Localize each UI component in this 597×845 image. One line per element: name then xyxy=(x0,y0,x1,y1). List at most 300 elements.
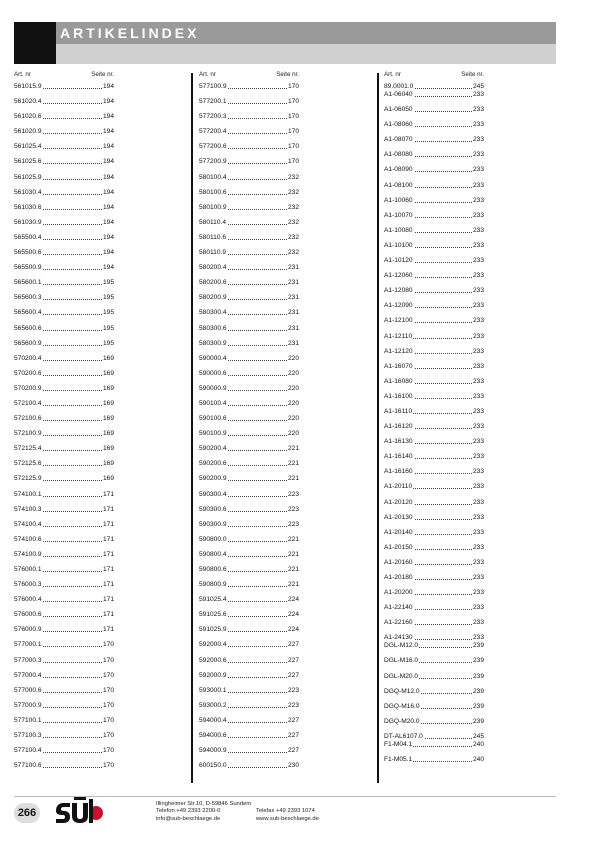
page-reference: 220 xyxy=(287,384,299,392)
index-row xyxy=(14,82,114,97)
page-reference: 195 xyxy=(102,309,114,317)
page-reference: 171 xyxy=(102,566,114,573)
article-number: 591025.6 xyxy=(199,611,227,619)
article-number: DT-AL6107.0 xyxy=(384,732,423,740)
article-number: 561015.9 xyxy=(14,83,42,90)
page-reference: 223 xyxy=(287,490,299,498)
page-reference: 231 xyxy=(287,339,299,347)
page-reference: 194 xyxy=(102,203,114,211)
article-number: 580200.6 xyxy=(199,279,227,287)
article-number: 570200.6 xyxy=(14,369,42,377)
page-reference: 223 xyxy=(287,701,299,709)
page-reference: 194 xyxy=(102,233,114,241)
index-row xyxy=(199,716,299,731)
article-number: DGQ-M20.0 xyxy=(384,717,420,725)
article-number: 590800.9 xyxy=(199,581,227,589)
page-reference: 194 xyxy=(102,218,114,226)
index-row xyxy=(199,610,299,625)
index-row xyxy=(199,746,299,761)
page-reference: 233 xyxy=(472,302,484,310)
article-number: 590800.6 xyxy=(199,566,227,573)
index-row xyxy=(199,414,299,429)
index-row xyxy=(14,459,114,474)
index-row xyxy=(384,498,484,513)
page-reference: 233 xyxy=(472,106,484,114)
article-number: 594000.6 xyxy=(199,732,227,740)
page-reference: 233 xyxy=(472,332,484,340)
page-reference: 169 xyxy=(102,354,114,362)
page-reference: 170 xyxy=(102,732,114,740)
page-reference: 233 xyxy=(472,498,484,506)
article-number: 561030.6 xyxy=(14,203,42,211)
index-row xyxy=(384,641,484,656)
page-reference: 221 xyxy=(287,581,299,589)
index-row xyxy=(14,414,114,429)
index-row xyxy=(14,731,114,746)
article-number: 572100.4 xyxy=(14,399,42,407)
article-number: 577100.9 xyxy=(199,83,227,90)
page-reference: 223 xyxy=(287,520,299,528)
index-row xyxy=(199,565,299,580)
page-reference: 233 xyxy=(472,362,484,370)
page-reference: 233 xyxy=(472,453,484,461)
page-reference: 233 xyxy=(472,574,484,581)
article-number: 561025.4 xyxy=(14,143,42,151)
page-reference: 240 xyxy=(472,740,484,748)
page-reference: 227 xyxy=(287,716,299,724)
index-row xyxy=(14,656,114,671)
index-row xyxy=(14,580,114,595)
article-number: 590200.4 xyxy=(199,445,227,453)
index-row xyxy=(384,633,484,641)
article-number: 590300.4 xyxy=(199,490,227,498)
article-number: A1-12080 xyxy=(384,287,413,295)
article-number: 572125.9 xyxy=(14,475,42,483)
article-number: 592000.6 xyxy=(199,656,227,664)
page-reference: 194 xyxy=(102,264,114,272)
page-reference: 232 xyxy=(287,188,299,196)
page-reference: 171 xyxy=(102,611,114,619)
page-reference: 232 xyxy=(287,218,299,226)
article-number: A1-20150 xyxy=(384,543,413,551)
index-row xyxy=(199,701,299,716)
article-number: 570200.4 xyxy=(14,354,42,362)
page-reference: 233 xyxy=(472,151,484,159)
sub-logo xyxy=(54,797,104,825)
art-nr-header: Art. nr xyxy=(14,71,31,78)
index-row xyxy=(384,120,484,135)
index-row xyxy=(384,528,484,543)
article-number: 565600.1 xyxy=(14,279,42,287)
footer-email[interactable]: info@sub-beschlaege.de xyxy=(156,815,221,822)
article-number: 590300.9 xyxy=(199,520,227,528)
index-row xyxy=(384,271,484,286)
article-number: 561030.4 xyxy=(14,188,42,196)
article-number: 600150.0 xyxy=(199,762,227,770)
page-reference: 233 xyxy=(472,634,484,642)
index-row xyxy=(384,656,484,671)
index-row xyxy=(199,595,299,610)
article-number: A1-08070 xyxy=(384,136,413,144)
index-row xyxy=(384,362,484,377)
article-number: DGL-M20.0 xyxy=(384,672,419,680)
page-reference: 224 xyxy=(287,611,299,619)
page-reference: 169 xyxy=(102,384,114,392)
index-row xyxy=(199,550,299,565)
article-number: 565600.3 xyxy=(14,294,42,302)
page-reference: 233 xyxy=(472,438,484,446)
article-number: 590000.9 xyxy=(199,384,227,392)
column-divider xyxy=(191,73,193,783)
article-number: 577100.3 xyxy=(14,732,42,740)
seite-nr-header: Seite nr. xyxy=(276,71,299,78)
page-reference: 224 xyxy=(287,626,299,634)
page-reference: 170 xyxy=(102,671,114,679)
index-row xyxy=(14,173,114,188)
index-row xyxy=(14,671,114,686)
page-reference: 171 xyxy=(102,520,114,528)
index-row xyxy=(199,444,299,459)
index-row xyxy=(14,354,114,369)
article-number: A1-12100 xyxy=(384,317,413,325)
article-number: 572125.4 xyxy=(14,445,42,453)
index-row xyxy=(384,437,484,452)
article-number: 592000.4 xyxy=(199,641,227,649)
article-number: A1-16140 xyxy=(384,453,413,461)
page-reference: 171 xyxy=(102,581,114,589)
index-column-2 xyxy=(199,71,299,776)
index-row xyxy=(14,550,114,565)
article-number: A1-12120 xyxy=(384,347,413,355)
page-reference: 170 xyxy=(287,113,299,121)
index-row xyxy=(384,105,484,120)
article-number: 580110.4 xyxy=(199,218,227,226)
index-row xyxy=(14,716,114,731)
article-number: A1-12110 xyxy=(384,332,413,340)
article-number: 577200.4 xyxy=(199,128,227,136)
page-reference: 170 xyxy=(102,747,114,755)
page-reference: 220 xyxy=(287,399,299,407)
page-reference: 170 xyxy=(287,128,299,136)
article-number: 570200.9 xyxy=(14,384,42,392)
page-reference: 169 xyxy=(102,399,114,407)
index-row xyxy=(199,248,299,263)
index-row xyxy=(199,263,299,278)
article-number: A1-16160 xyxy=(384,468,413,476)
page-reference: 170 xyxy=(102,701,114,709)
page-reference: 220 xyxy=(287,415,299,423)
index-row xyxy=(199,625,299,640)
index-row xyxy=(199,761,299,776)
page-reference: 169 xyxy=(102,369,114,377)
article-number: A1-20120 xyxy=(384,498,413,506)
page-reference: 231 xyxy=(287,309,299,317)
index-column-3 xyxy=(384,71,484,770)
article-number: 590200.6 xyxy=(199,460,227,468)
article-number: A1-12060 xyxy=(384,272,413,280)
page-reference: 231 xyxy=(287,264,299,272)
page-reference: 169 xyxy=(102,415,114,423)
index-row xyxy=(199,188,299,203)
article-number: A1-08100 xyxy=(384,181,413,189)
index-row xyxy=(14,610,114,625)
article-number: A1-20160 xyxy=(384,558,413,566)
article-number: A1-06040 xyxy=(384,91,413,98)
seite-nr-header: Seite nr. xyxy=(461,71,484,78)
article-number: 580300.4 xyxy=(199,309,227,317)
page-reference: 221 xyxy=(287,445,299,453)
index-row xyxy=(384,332,484,347)
index-row xyxy=(14,535,114,550)
article-number: 561030.9 xyxy=(14,218,42,226)
index-row xyxy=(384,90,484,105)
index-row xyxy=(384,241,484,256)
index-row xyxy=(14,761,114,776)
article-number: A1-20180 xyxy=(384,574,413,581)
page-reference: 194 xyxy=(102,249,114,257)
index-row xyxy=(14,369,114,384)
page-reference: 171 xyxy=(102,535,114,543)
page-reference: 232 xyxy=(287,173,299,181)
article-number: 561025.6 xyxy=(14,158,42,166)
article-number: 565600.4 xyxy=(14,309,42,317)
index-row xyxy=(384,732,484,740)
index-row xyxy=(384,196,484,211)
index-row xyxy=(14,701,114,716)
index-row xyxy=(384,377,484,392)
index-row xyxy=(384,513,484,528)
article-number: 580300.9 xyxy=(199,339,227,347)
index-row xyxy=(199,520,299,535)
article-number: F1-M05.1 xyxy=(384,756,413,764)
page-reference: 239 xyxy=(472,672,484,680)
article-number: 574100.9 xyxy=(14,550,42,558)
article-number: A1-20130 xyxy=(384,513,413,521)
article-number: 565500.6 xyxy=(14,249,42,257)
article-number: 577100.4 xyxy=(14,747,42,755)
index-row xyxy=(14,625,114,640)
article-number: A1-22160 xyxy=(384,619,413,627)
index-row xyxy=(199,173,299,188)
index-row xyxy=(199,640,299,655)
page-reference: 223 xyxy=(287,686,299,694)
article-number: A1-20140 xyxy=(384,528,413,536)
page-reference: 233 xyxy=(472,121,484,129)
page-reference: 170 xyxy=(287,98,299,106)
page-reference: 220 xyxy=(287,430,299,438)
page-reference: 220 xyxy=(287,369,299,377)
page-reference: 169 xyxy=(102,475,114,483)
page-reference: 195 xyxy=(102,294,114,302)
article-number: 577100.1 xyxy=(14,716,42,724)
page-reference: 231 xyxy=(287,294,299,302)
page-reference: 233 xyxy=(472,136,484,144)
index-row xyxy=(384,211,484,226)
article-number: 561025.9 xyxy=(14,173,42,181)
article-number: 577100.6 xyxy=(14,762,42,770)
index-row xyxy=(199,399,299,414)
article-number: 590100.6 xyxy=(199,415,227,423)
index-row xyxy=(14,293,114,308)
article-number: 574100.6 xyxy=(14,535,42,543)
index-row xyxy=(14,384,114,399)
article-number: A1-16070 xyxy=(384,362,413,370)
index-row xyxy=(199,339,299,354)
article-number: A1-24130 xyxy=(384,634,413,642)
page-reference: 221 xyxy=(287,475,299,483)
index-row xyxy=(384,347,484,362)
article-number: 580100.6 xyxy=(199,188,227,196)
index-row xyxy=(199,97,299,112)
article-number: 577200.3 xyxy=(199,113,227,121)
page-reference: 169 xyxy=(102,445,114,453)
index-row xyxy=(384,573,484,588)
index-row xyxy=(199,429,299,444)
article-number: 576000.6 xyxy=(14,611,42,619)
index-row xyxy=(14,203,114,218)
article-number: 590200.9 xyxy=(199,475,227,483)
article-number: 565600.9 xyxy=(14,339,42,347)
article-number: A1-10120 xyxy=(384,257,413,265)
index-row xyxy=(384,165,484,180)
header-bar-light xyxy=(56,44,556,64)
page-title: ARTIKELINDEX xyxy=(60,25,200,41)
article-number: 590100.4 xyxy=(199,399,227,407)
article-number: A1-22140 xyxy=(384,604,413,612)
page-reference: 231 xyxy=(287,279,299,287)
page-reference: 245 xyxy=(472,732,484,740)
page-reference: 170 xyxy=(287,83,299,90)
page-reference: 194 xyxy=(102,83,114,90)
index-row xyxy=(384,181,484,196)
page-reference: 233 xyxy=(472,287,484,295)
article-number: 591025.9 xyxy=(199,626,227,634)
page-reference: 170 xyxy=(102,686,114,694)
index-row xyxy=(14,595,114,610)
index-row xyxy=(14,640,114,655)
page-reference: 233 xyxy=(472,407,484,415)
page-reference: 170 xyxy=(102,656,114,664)
page-reference: 233 xyxy=(472,272,484,280)
article-number: 580110.9 xyxy=(199,249,227,257)
index-row xyxy=(199,731,299,746)
page-reference: 195 xyxy=(102,339,114,347)
article-number: 565500.4 xyxy=(14,233,42,241)
article-number: 577000.6 xyxy=(14,686,42,694)
page-reference: 194 xyxy=(102,173,114,181)
article-number: A1-08060 xyxy=(384,121,413,129)
page-reference: 194 xyxy=(102,143,114,151)
index-row xyxy=(384,717,484,732)
page-reference: 233 xyxy=(472,226,484,234)
index-column-1 xyxy=(14,71,114,776)
index-row xyxy=(384,543,484,558)
index-row xyxy=(199,293,299,308)
index-row xyxy=(14,686,114,701)
index-row xyxy=(384,407,484,422)
index-row xyxy=(384,301,484,316)
article-number: 593000.1 xyxy=(199,686,227,694)
article-number: 572125.6 xyxy=(14,460,42,468)
article-number: A1-08090 xyxy=(384,166,413,174)
index-row xyxy=(14,444,114,459)
page-reference: 233 xyxy=(472,423,484,431)
index-row xyxy=(14,97,114,112)
page-reference: 233 xyxy=(472,211,484,219)
index-row xyxy=(14,157,114,172)
index-row xyxy=(14,142,114,157)
article-number: 577200.1 xyxy=(199,98,227,106)
index-row xyxy=(199,218,299,233)
index-row xyxy=(14,505,114,520)
index-row xyxy=(384,618,484,633)
article-number: 594000.9 xyxy=(199,747,227,755)
page-reference: 233 xyxy=(472,528,484,536)
index-row xyxy=(199,656,299,671)
article-number: 577000.9 xyxy=(14,701,42,709)
seite-nr-header: Seite nr. xyxy=(91,71,114,78)
index-row xyxy=(199,686,299,701)
page-reference: 194 xyxy=(102,128,114,136)
footer-phone: Telefon +49 2393 2200-0 xyxy=(156,808,221,815)
index-row xyxy=(14,399,114,414)
index-row xyxy=(14,112,114,127)
article-number: 593000.2 xyxy=(199,701,227,709)
article-number: 576000.1 xyxy=(14,566,42,573)
page-reference: 233 xyxy=(472,619,484,627)
index-row xyxy=(199,580,299,595)
index-row xyxy=(14,746,114,761)
page-reference: 233 xyxy=(472,589,484,597)
article-number: 580100.4 xyxy=(199,173,227,181)
index-row xyxy=(199,490,299,505)
index-row xyxy=(199,384,299,399)
article-number: DGL-M16.0 xyxy=(384,657,419,665)
article-number: DGQ-M12.0 xyxy=(384,687,420,695)
index-row xyxy=(199,127,299,142)
footer-web[interactable]: www.sub-beschlaege.de xyxy=(256,815,319,822)
article-number: 580200.9 xyxy=(199,294,227,302)
article-number: 576000.3 xyxy=(14,581,42,589)
footer-fax: Telefax +49 2393 1074 xyxy=(256,808,315,815)
page-reference: 221 xyxy=(287,550,299,558)
page-reference: 233 xyxy=(472,181,484,189)
page-reference: 230 xyxy=(287,762,299,770)
page-reference: 170 xyxy=(287,158,299,166)
art-nr-header: Art. nr xyxy=(384,71,401,78)
index-row xyxy=(199,233,299,248)
index-row xyxy=(14,248,114,263)
page-reference: 232 xyxy=(287,233,299,241)
page-reference: 171 xyxy=(102,626,114,634)
page-reference: 232 xyxy=(287,249,299,257)
page-reference: 239 xyxy=(472,657,484,665)
art-nr-header: Art. nr xyxy=(199,71,216,78)
index-row xyxy=(14,490,114,505)
page-reference: 221 xyxy=(287,535,299,543)
column-divider xyxy=(377,73,379,783)
index-row xyxy=(384,740,484,755)
page-reference: 233 xyxy=(472,91,484,98)
index-row xyxy=(14,520,114,535)
index-row xyxy=(14,474,114,489)
page-reference: 194 xyxy=(102,113,114,121)
article-number: 594000.4 xyxy=(199,716,227,724)
article-number: A1-12090 xyxy=(384,302,413,310)
page-reference: 233 xyxy=(472,558,484,566)
article-number: 572100.9 xyxy=(14,430,42,438)
index-row xyxy=(14,339,114,354)
